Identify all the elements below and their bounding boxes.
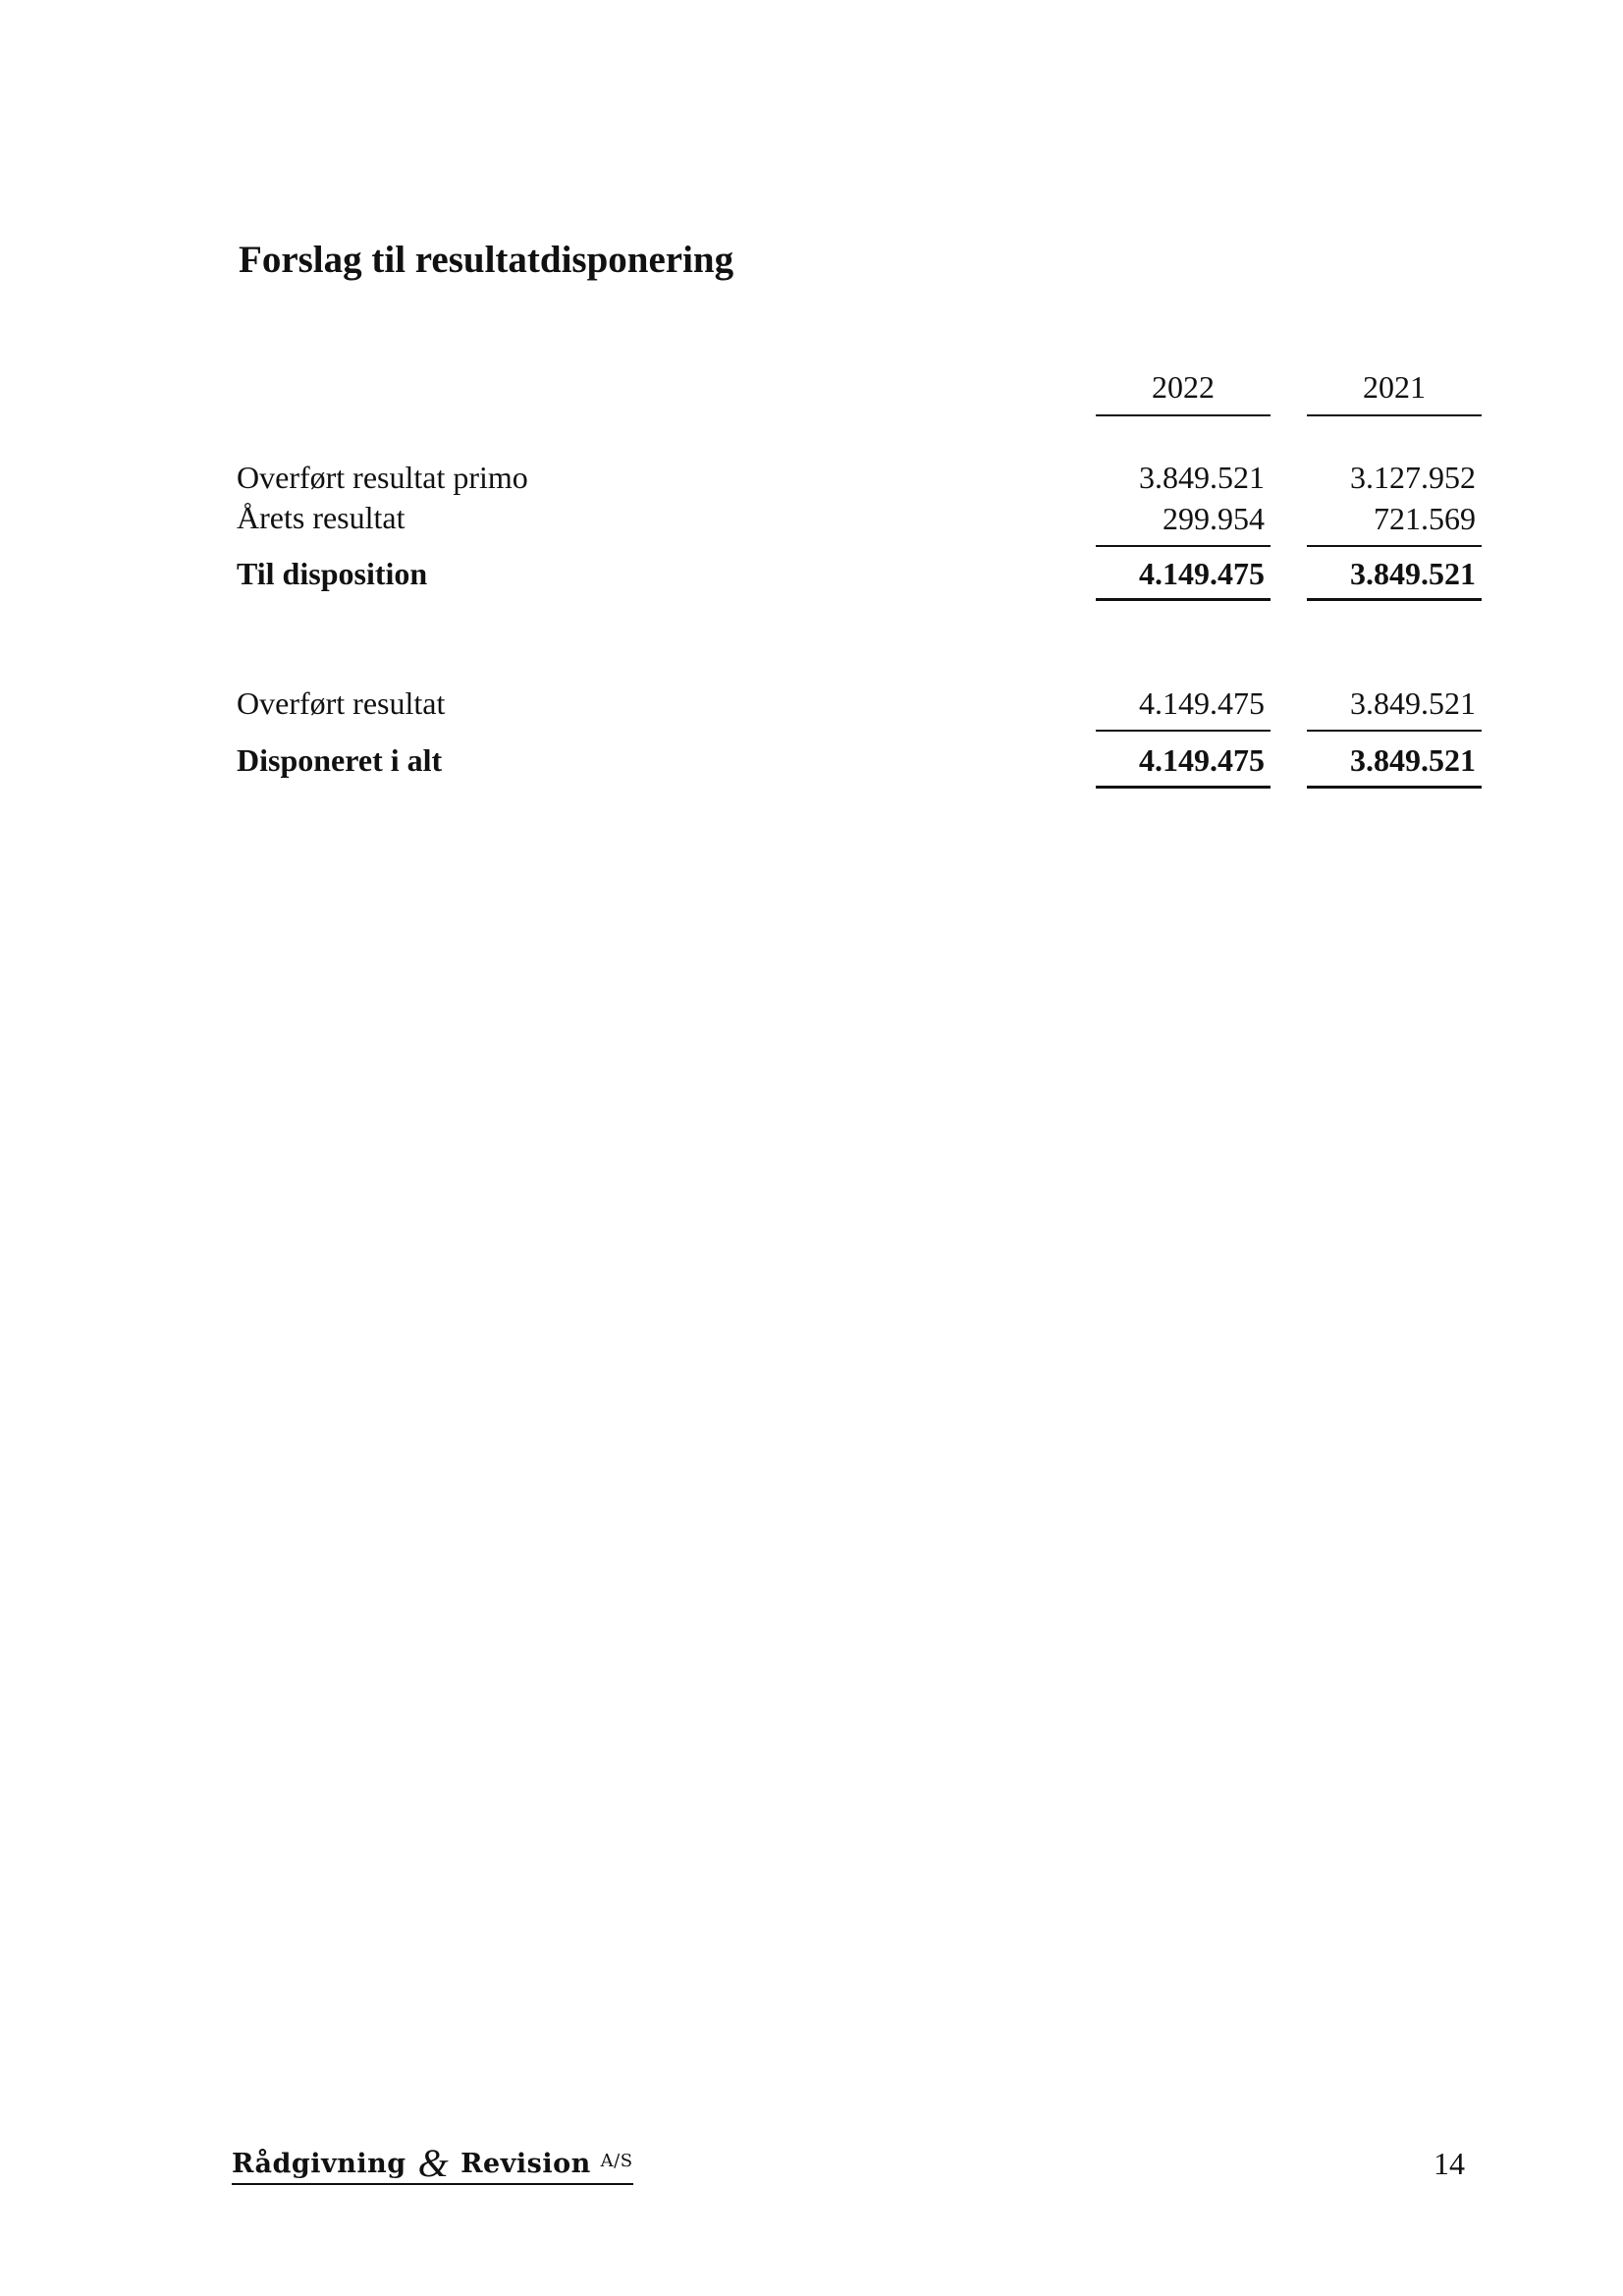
row-label-disponeret-i-alt: Disponeret i alt — [237, 742, 443, 778]
year-header-2022: 2022 — [1152, 369, 1215, 405]
value-2022-overfoert-resultat-primo: 3.849.521 — [1139, 460, 1265, 495]
subtotal-rule-2022 — [1096, 545, 1271, 547]
value-2021-disponeret-i-alt: 3.849.521 — [1350, 742, 1476, 778]
row-label-overfoert-resultat: Overført resultat — [237, 685, 446, 721]
logo-text-part2: Revision — [460, 2149, 591, 2179]
value-2022-aarets-resultat: 299.954 — [1163, 501, 1265, 536]
company-logo — [232, 2141, 633, 2185]
year-header-rule-2022 — [1096, 414, 1271, 416]
row-label-overfoert-resultat-primo: Overført resultat primo — [237, 460, 528, 495]
value-2021-overfoert-resultat: 3.849.521 — [1350, 685, 1476, 721]
page-number: 14 — [1434, 2146, 1465, 2181]
value-2021-til-disposition: 3.849.521 — [1350, 556, 1476, 591]
logo-text-part1: Rådgivning — [232, 2149, 406, 2179]
logo-ampersand: & — [417, 2141, 450, 2185]
page-title: Forslag til resultatdisponering — [239, 239, 734, 281]
row-label-aarets-resultat: Årets resultat — [237, 500, 406, 535]
row-label-til-disposition: Til disposition — [237, 556, 428, 591]
year-header-rule-2021 — [1307, 414, 1482, 416]
total-rule-2022 — [1096, 598, 1271, 601]
value-2022-til-disposition: 4.149.475 — [1139, 556, 1265, 591]
total-rule-2022-second — [1096, 786, 1271, 789]
subtotal-rule-2021-second — [1307, 730, 1482, 732]
total-rule-2021 — [1307, 598, 1482, 601]
value-2022-disponeret-i-alt: 4.149.475 — [1139, 742, 1265, 778]
value-2021-aarets-resultat: 721.569 — [1374, 501, 1476, 536]
year-header-2021: 2021 — [1363, 369, 1426, 405]
subtotal-rule-2021 — [1307, 545, 1482, 547]
value-2022-overfoert-resultat: 4.149.475 — [1139, 685, 1265, 721]
subtotal-rule-2022-second — [1096, 730, 1271, 732]
total-rule-2021-second — [1307, 786, 1482, 789]
logo-suffix: A/S — [600, 2151, 633, 2171]
value-2021-overfoert-resultat-primo: 3.127.952 — [1350, 460, 1476, 495]
